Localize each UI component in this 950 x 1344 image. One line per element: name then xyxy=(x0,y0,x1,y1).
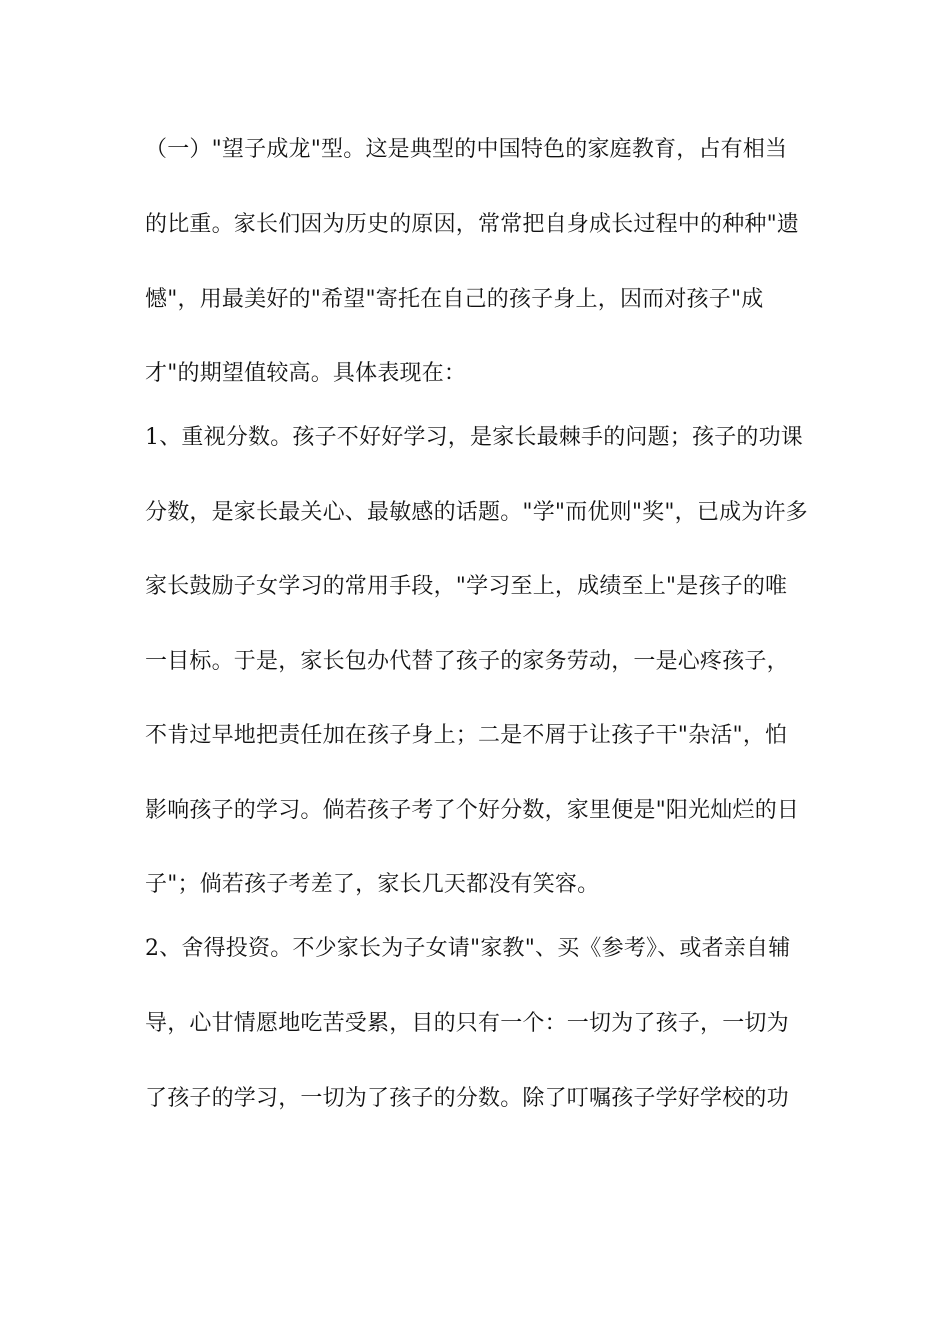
text-line-5: 1、重视分数。孩子不好好学习，是家长最棘手的问题；孩子的功课 xyxy=(145,425,803,450)
text-line-2: 的比重。家长们因为历史的原因，常常把自身成长过程中的种种"遗 xyxy=(145,212,800,237)
text-line-4: 才"的期望值较高。具体表现在： xyxy=(145,361,467,386)
text-line-12: 2、舍得投资。不少家长为子女请"家教"、买《参考》、或者亲自辅 xyxy=(145,936,791,961)
text-line-14: 了孩子的学习，一切为了孩子的分数。除了叮嘱孩子学好学校的功 xyxy=(145,1086,789,1111)
text-line-9: 不肯过早地把责任加在孩子身上；二是不屑于让孩子干"杂活"，怕 xyxy=(145,723,788,748)
text-line-6: 分数，是家长最关心、最敏感的话题。"学"而优则"奖"，已成为许多 xyxy=(145,500,808,525)
text-line-7: 家长鼓励子女学习的常用手段，"学习至上，成绩至上"是孩子的唯 xyxy=(145,574,788,599)
text-line-3: 憾"，用最美好的"希望"寄托在自己的孩子身上，因而对孩子"成 xyxy=(145,287,764,312)
text-line-13: 导，心甘情愿地吃苦受累，目的只有一个：一切为了孩子，一切为 xyxy=(145,1011,789,1036)
text-line-10: 影响孩子的学习。倘若孩子考了个好分数，家里便是"阳光灿烂的日 xyxy=(145,798,800,823)
text-line-1: （一）"望子成龙"型。这是典型的中国特色的家庭教育，占有相当 xyxy=(145,137,788,162)
text-line-11: 子"；倘若孩子考差了，家长几天都没有笑容。 xyxy=(145,872,600,897)
text-line-8: 一目标。于是，家长包办代替了孩子的家务劳动，一是心疼孩子， xyxy=(145,649,789,674)
